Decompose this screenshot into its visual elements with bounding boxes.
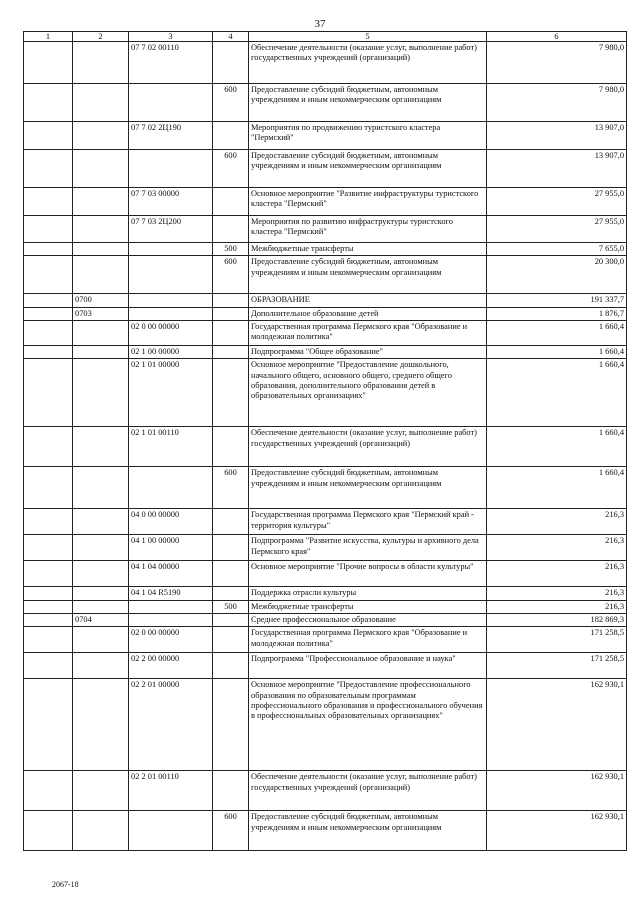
cell-description: Обеспечение деятельности (оказание услуг, выполнение работ) государственных учреждений (организаций)	[249, 42, 487, 84]
cell-blank	[24, 345, 73, 358]
column-header-4: 4	[213, 32, 249, 42]
cell-section-code	[73, 150, 129, 188]
cell-target-code: 04 1 04 R5190	[129, 587, 213, 600]
table-row	[24, 150, 627, 188]
cell-section-code	[73, 509, 129, 535]
column-header-6: 6	[487, 32, 627, 42]
cell-target-code	[129, 243, 213, 256]
cell-description: Предоставление субсидий бюджетным, автономным учреждениям и иным некоммерческим организациям	[249, 467, 487, 509]
cell-section-code	[73, 561, 129, 587]
cell-blank	[24, 294, 73, 307]
table-row	[24, 587, 627, 600]
cell-description: Обеспечение деятельности (оказание услуг, выполнение работ) государственных учреждений (организаций)	[249, 427, 487, 467]
cell-description: Предоставление субсидий бюджетным, автономным учреждениям и иным некоммерческим организациям	[249, 811, 487, 851]
cell-section-code	[73, 627, 129, 653]
cell-target-code	[129, 467, 213, 509]
table-row	[24, 294, 627, 307]
cell-description: Государственная программа Пермского края "Пермский край - территория культуры"	[249, 509, 487, 535]
cell-blank	[24, 42, 73, 84]
cell-expense-type	[213, 307, 249, 320]
cell-description: Межбюджетные трансферты	[249, 600, 487, 613]
cell-expense-type	[213, 627, 249, 653]
cell-blank	[24, 307, 73, 320]
cell-expense-type	[213, 320, 249, 345]
cell-expense-type	[213, 679, 249, 771]
cell-section-code	[73, 771, 129, 811]
cell-target-code: 02 2 00 00000	[129, 653, 213, 679]
cell-section-code	[73, 216, 129, 243]
cell-description: Обеспечение деятельности (оказание услуг, выполнение работ) государственных учреждений (организаций)	[249, 771, 487, 811]
cell-section-code: 0704	[73, 613, 129, 626]
table-row	[24, 811, 627, 851]
cell-target-code	[129, 294, 213, 307]
budget-table	[23, 31, 627, 851]
cell-target-code	[129, 613, 213, 626]
cell-target-code: 04 1 00 00000	[129, 535, 213, 561]
cell-expense-type	[213, 294, 249, 307]
cell-description: Подпрограмма "Развитие искусства, культуры и архивного дела Пермского края"	[249, 535, 487, 561]
cell-blank	[24, 467, 73, 509]
cell-blank	[24, 627, 73, 653]
cell-blank	[24, 84, 73, 122]
cell-section-code	[73, 653, 129, 679]
cell-amount: 7 655,0	[487, 243, 627, 256]
cell-expense-type: 600	[213, 467, 249, 509]
page-number: 37	[314, 18, 326, 30]
cell-blank	[24, 535, 73, 561]
cell-section-code	[73, 122, 129, 150]
column-header-3: 3	[129, 32, 213, 42]
cell-description: Мероприятия по продвижению туристского кластера "Пермский"	[249, 122, 487, 150]
cell-expense-type	[213, 587, 249, 600]
column-header-2: 2	[73, 32, 129, 42]
cell-blank	[24, 600, 73, 613]
cell-section-code	[73, 359, 129, 427]
cell-amount: 216,3	[487, 600, 627, 613]
table-row	[24, 320, 627, 345]
cell-description: Основное мероприятие "Прочие вопросы в области культуры"	[249, 561, 487, 587]
cell-blank	[24, 561, 73, 587]
cell-amount: 171 258,5	[487, 627, 627, 653]
cell-section-code: 0700	[73, 294, 129, 307]
table-row	[24, 600, 627, 613]
cell-amount: 171 258,5	[487, 653, 627, 679]
table-row	[24, 42, 627, 84]
cell-amount: 162 930,1	[487, 811, 627, 851]
cell-amount: 1 660,4	[487, 320, 627, 345]
cell-expense-type	[213, 561, 249, 587]
cell-target-code: 04 1 04 00000	[129, 561, 213, 587]
cell-section-code	[73, 467, 129, 509]
cell-expense-type: 600	[213, 150, 249, 188]
cell-description: Дополнительное образование детей	[249, 307, 487, 320]
cell-expense-type	[213, 771, 249, 811]
cell-target-code: 07 7 02 2Ц190	[129, 122, 213, 150]
cell-expense-type: 600	[213, 256, 249, 294]
cell-description: ОБРАЗОВАНИЕ	[249, 294, 487, 307]
cell-blank	[24, 216, 73, 243]
cell-expense-type	[213, 535, 249, 561]
cell-amount: 162 930,1	[487, 771, 627, 811]
cell-amount: 20 300,0	[487, 256, 627, 294]
cell-section-code	[73, 188, 129, 216]
cell-description: Предоставление субсидий бюджетным, автономным учреждениям и иным некоммерческим организациям	[249, 84, 487, 122]
cell-amount: 191 337,7	[487, 294, 627, 307]
cell-amount: 1 660,4	[487, 345, 627, 358]
cell-section-code	[73, 256, 129, 294]
cell-amount: 216,3	[487, 561, 627, 587]
cell-amount: 216,3	[487, 509, 627, 535]
cell-expense-type: 600	[213, 84, 249, 122]
cell-description: Поддержка отрасли культуры	[249, 587, 487, 600]
cell-section-code: 0703	[73, 307, 129, 320]
cell-description: Мероприятия по развитию инфраструктуры туристского кластера "Пермский"	[249, 216, 487, 243]
cell-expense-type	[213, 653, 249, 679]
cell-blank	[24, 679, 73, 771]
table-row	[24, 122, 627, 150]
cell-target-code	[129, 600, 213, 613]
cell-blank	[24, 509, 73, 535]
cell-amount: 1 876,7	[487, 307, 627, 320]
cell-description: Основное мероприятие "Предоставление дошкольного, начального общего, основного общего, среднего общего образования, дополнительного образования детей в образовательных организациях"	[249, 359, 487, 427]
cell-section-code	[73, 587, 129, 600]
cell-target-code	[129, 84, 213, 122]
cell-section-code	[73, 42, 129, 84]
cell-amount: 216,3	[487, 587, 627, 600]
cell-expense-type	[213, 122, 249, 150]
cell-target-code: 07 7 03 2Ц200	[129, 216, 213, 243]
cell-expense-type	[213, 509, 249, 535]
cell-expense-type	[213, 427, 249, 467]
cell-amount: 13 907,0	[487, 122, 627, 150]
cell-target-code: 02 0 00 00000	[129, 320, 213, 345]
cell-blank	[24, 256, 73, 294]
cell-blank	[24, 653, 73, 679]
cell-amount: 7 980,0	[487, 84, 627, 122]
table-row	[24, 427, 627, 467]
cell-blank	[24, 587, 73, 600]
column-header-5: 5	[249, 32, 487, 42]
cell-section-code	[73, 243, 129, 256]
cell-target-code: 02 0 00 00000	[129, 627, 213, 653]
table-row	[24, 188, 627, 216]
cell-description: Государственная программа Пермского края "Образование и молодежная политика"	[249, 320, 487, 345]
table-row	[24, 345, 627, 358]
cell-amount: 1 660,4	[487, 427, 627, 467]
cell-blank	[24, 320, 73, 345]
cell-description: Предоставление субсидий бюджетным, автономным учреждениям и иным некоммерческим организациям	[249, 150, 487, 188]
table-row	[24, 627, 627, 653]
cell-amount: 7 980,0	[487, 42, 627, 84]
cell-section-code	[73, 811, 129, 851]
table-row	[24, 535, 627, 561]
table-row	[24, 467, 627, 509]
cell-blank	[24, 771, 73, 811]
cell-amount: 182 869,3	[487, 613, 627, 626]
table-row	[24, 243, 627, 256]
cell-amount: 216,3	[487, 535, 627, 561]
table-row	[24, 256, 627, 294]
cell-expense-type	[213, 42, 249, 84]
cell-target-code: 02 1 00 00000	[129, 345, 213, 358]
cell-blank	[24, 150, 73, 188]
cell-target-code: 02 1 01 00110	[129, 427, 213, 467]
cell-blank	[24, 427, 73, 467]
cell-expense-type	[213, 359, 249, 427]
cell-description: Межбюджетные трансферты	[249, 243, 487, 256]
cell-target-code: 02 1 01 00000	[129, 359, 213, 427]
cell-description: Основное мероприятие "Предоставление профессионального образования по образовательным программам профессионального образования и профессионального обучения в профессиональных образовательных организациях"	[249, 679, 487, 771]
cell-description: Подпрограмма "Общее образование"	[249, 345, 487, 358]
cell-amount: 1 660,4	[487, 359, 627, 427]
cell-description: Основное мероприятие "Развитие инфраструктуры туристского кластера "Пермский"	[249, 188, 487, 216]
cell-description: Предоставление субсидий бюджетным, автономным учреждениям и иным некоммерческим организациям	[249, 256, 487, 294]
document-code: 2067-18	[52, 880, 79, 889]
cell-expense-type	[213, 216, 249, 243]
cell-amount: 27 955,0	[487, 188, 627, 216]
cell-blank	[24, 811, 73, 851]
cell-target-code: 07 7 02 00110	[129, 42, 213, 84]
header-row	[24, 32, 627, 42]
table-row	[24, 509, 627, 535]
cell-expense-type: 500	[213, 243, 249, 256]
cell-target-code	[129, 307, 213, 320]
table-row	[24, 679, 627, 771]
table-row	[24, 307, 627, 320]
cell-amount: 27 955,0	[487, 216, 627, 243]
cell-target-code	[129, 811, 213, 851]
cell-section-code	[73, 84, 129, 122]
cell-section-code	[73, 427, 129, 467]
table-row	[24, 84, 627, 122]
table-row	[24, 561, 627, 587]
cell-blank	[24, 188, 73, 216]
table-row	[24, 653, 627, 679]
cell-expense-type	[213, 345, 249, 358]
cell-blank	[24, 122, 73, 150]
cell-section-code	[73, 320, 129, 345]
cell-amount: 1 660,4	[487, 467, 627, 509]
table-body	[24, 42, 627, 851]
column-header-1: 1	[24, 32, 73, 42]
cell-target-code	[129, 256, 213, 294]
cell-amount: 162 930,1	[487, 679, 627, 771]
cell-section-code	[73, 679, 129, 771]
cell-blank	[24, 243, 73, 256]
cell-expense-type: 600	[213, 811, 249, 851]
cell-target-code: 02 2 01 00110	[129, 771, 213, 811]
cell-target-code	[129, 150, 213, 188]
cell-description: Подпрограмма "Профессиональное образование и наука"	[249, 653, 487, 679]
cell-target-code: 07 7 03 00000	[129, 188, 213, 216]
cell-expense-type	[213, 188, 249, 216]
table-row	[24, 771, 627, 811]
cell-target-code: 04 0 00 00000	[129, 509, 213, 535]
cell-section-code	[73, 600, 129, 613]
table-row	[24, 216, 627, 243]
table-row	[24, 359, 627, 427]
cell-amount: 13 907,0	[487, 150, 627, 188]
cell-blank	[24, 359, 73, 427]
cell-expense-type	[213, 613, 249, 626]
table-row	[24, 613, 627, 626]
cell-target-code: 02 2 01 00000	[129, 679, 213, 771]
cell-description: Государственная программа Пермского края "Образование и молодежная политика"	[249, 627, 487, 653]
cell-description: Среднее профессиональное образование	[249, 613, 487, 626]
cell-section-code	[73, 345, 129, 358]
cell-section-code	[73, 535, 129, 561]
cell-expense-type: 500	[213, 600, 249, 613]
cell-blank	[24, 613, 73, 626]
